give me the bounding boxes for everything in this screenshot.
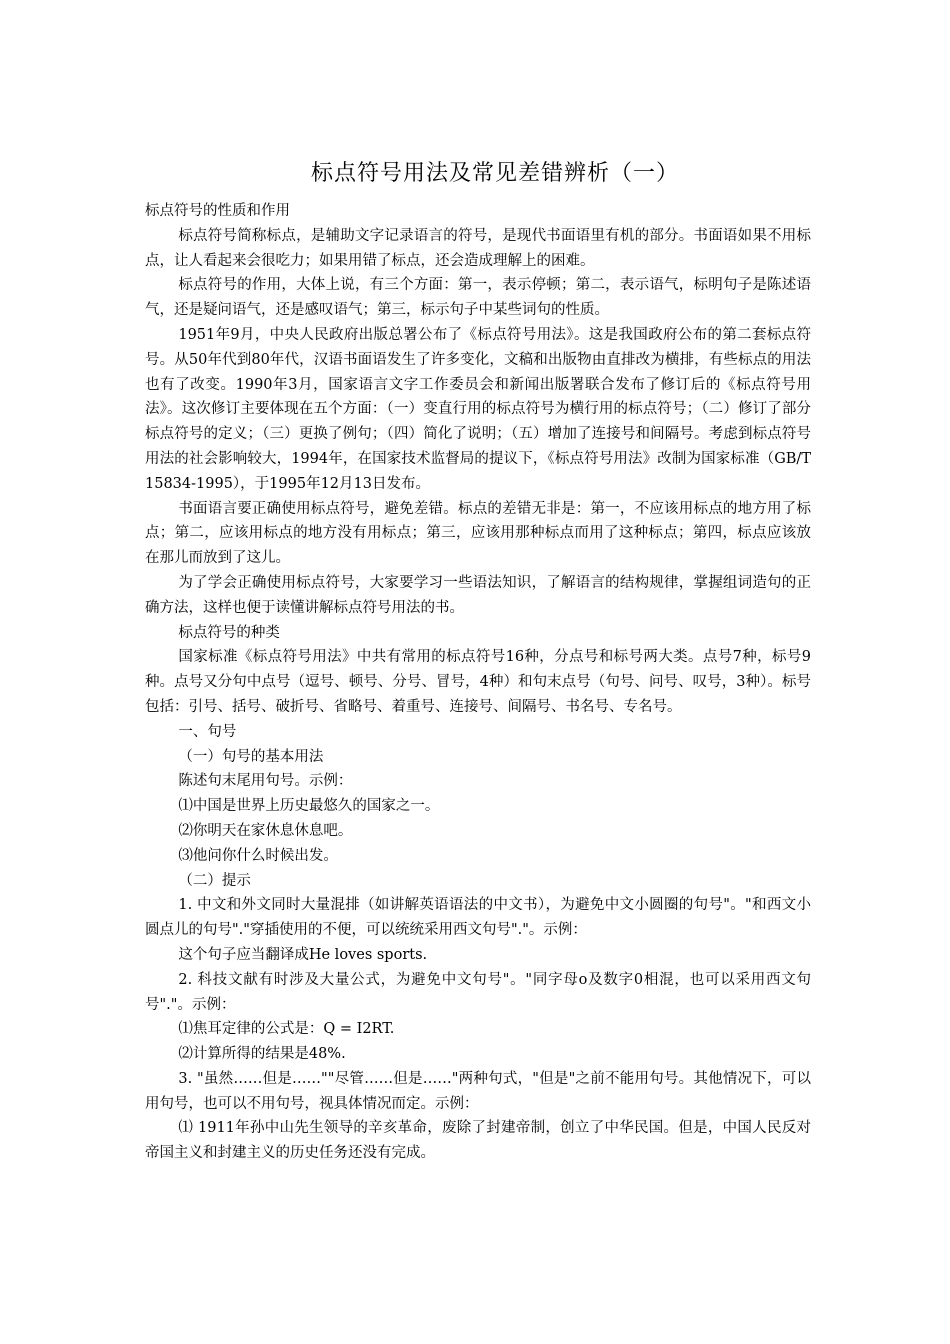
paragraph: ⑵计算所得的结果是48%. xyxy=(178,1046,346,1063)
paragraph: 国家标准《标点符号用法》中共有常用的标点符号16种，分点号和标号两大类。点号7种，标号9种。点号又分句中点号（逗号、顿号、分号、冒号，4种）和句末点号（句号、问号、叹号，3种）。标号包括：引号、括号、破折号、省略号、着重号、连接号、间隔号、书名号、专名号。 xyxy=(145,649,811,715)
paragraph: ⑴中国是世界上历史最悠久的国家之一。 xyxy=(178,798,440,815)
paragraph: ⑶他问你什么时候出发。 xyxy=(178,847,338,864)
paragraph: （一）句号的基本用法 xyxy=(178,748,324,765)
paragraph: 标点符号简称标点，是辅助文字记录语言的符号，是现代书面语里有机的部分。书面语如果不用标点，让人看起来会很吃力；如果用错了标点，还会造成理解上的困难。 xyxy=(145,227,811,269)
paragraph: 陈述句末尾用句号。示例： xyxy=(178,773,353,790)
paragraph: 一、句号 xyxy=(178,723,237,740)
paragraph: 这个句子应当翻译成He loves sports. xyxy=(178,946,428,963)
paragraph: 书面语言要正确使用标点符号，避免差错。标点的差错无非是：第一，不应该用标点的地方用了标点；第二，应该用标点的地方没有用标点；第三，应该用那种标点而用了这种标点；第四，标点应该放在那儿而放到了这儿。 xyxy=(145,500,811,567)
paragraph: ⑴焦耳定律的公式是：Q = I2RT. xyxy=(178,1021,395,1038)
paragraph: 1951年9月，中央人民政府出版总署公布了《标点符号用法》。这是我国政府公布的第二套标点符号。从50年代到80年代，汉语书面语发生了许多变化，文稿和出版物由直排改为横排，有些标点的用法也有了改变。1990年3月，国家语言文字工作委员会和新闻出版署联合发布了修订后的《标点符号用法》。这次修订主要体现在五个方面：（一）变直行用的标点符号为横行用的标点符号；（二）修订了部分标点符号的定义；（三）更换了例句；（四）简化了说明；（五）增加了连接号和间隔号。考虑到标点符号用法的社会影响较大，1994年，在国家技术监督局的提议下，《标点符号用法》改制为国家标准（GB/T 15834-1995），于1995年12月13日发布。 xyxy=(145,326,811,492)
paragraph: 标点符号的作用，大体上说，有三个方面：第一，表示停顿；第二，表示语气，标明句子是陈述语气，还是疑问语气，还是感叹语气；第三，标示句子中某些词句的性质。 xyxy=(145,277,811,319)
paragraph: 标点符号的种类 xyxy=(178,624,280,641)
paragraph: 3. "虽然……但是……""尽管……但是……"两种句式，"但是"之前不能用句号。其他情况下，可以用句号，也可以不用句号，视具体情况而定。示例： xyxy=(145,1070,811,1112)
paragraph: 2. 科技文献有时涉及大量公式，为避免中文句号"。"同字母o及数字0相混，也可以采用西文句号"."。示例： xyxy=(145,971,811,1013)
paragraph: 标点符号的性质和作用 xyxy=(145,203,290,219)
paragraph: ⑵你明天在家休息休息吧。 xyxy=(178,822,353,839)
paragraph: 为了学会正确使用标点符号，大家要学习一些语法知识，了解语言的结构规律，掌握组词造句的正确方法，这样也便于读懂讲解标点符号用法的书。 xyxy=(145,574,811,616)
document-body xyxy=(145,199,811,1166)
paragraph: ⑴ 1911年孙中山先生领导的辛亥革命，废除了封建帝制，创立了中华民国。但是，中国人民反对帝国主义和封建主义的历史任务还没有完成。 xyxy=(145,1120,811,1162)
paragraph: 1. 中文和外文同时大量混排（如讲解英语语法的中文书），为避免中文小圆圈的句号"。"和西文小圆点儿的句号"."穿插使用的不便，可以统统采用西文句号"."。示例： xyxy=(145,897,811,939)
document-title: 标点符号用法及常见差错辨析（一） xyxy=(310,161,679,186)
paragraph: （二）提示 xyxy=(178,872,251,889)
